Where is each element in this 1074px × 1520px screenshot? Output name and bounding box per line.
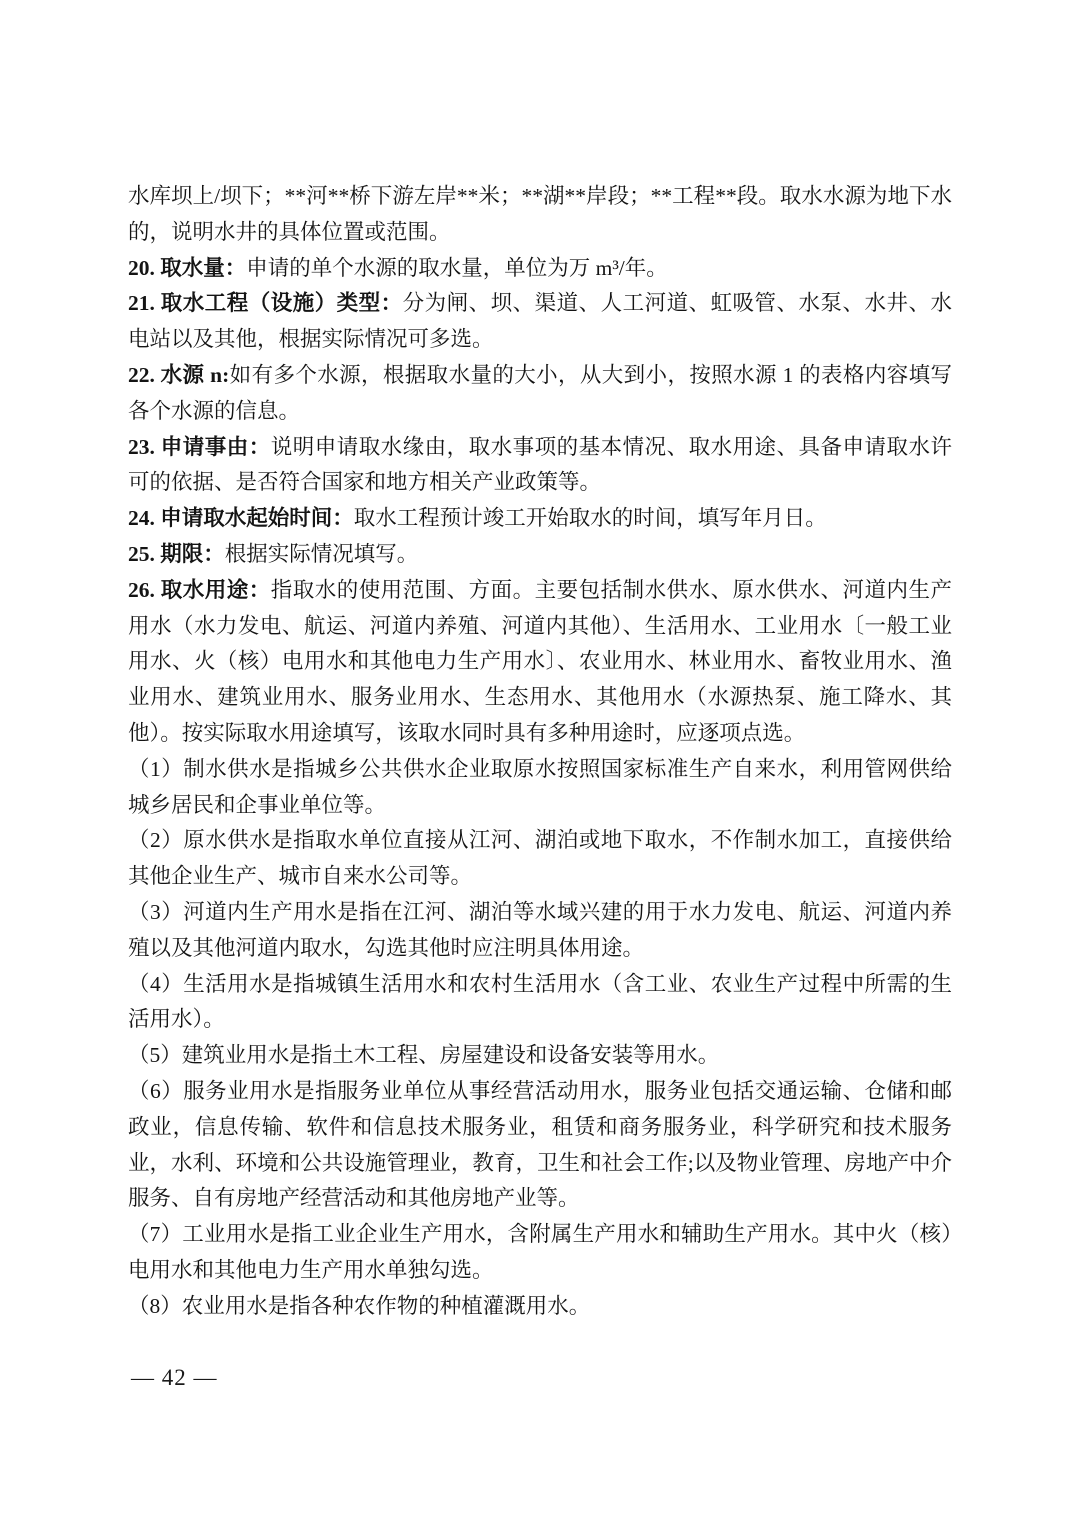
- paragraph-text: 申请的单个水源的取水量，单位为万 m³/年。: [246, 255, 668, 280]
- paragraph-text: （2）原水供水是指取水单位直接从江河、湖泊或地下取水，不作制水加工，直接供给其他企业生产、城市自来水公司等。: [128, 828, 952, 889]
- paragraph-text: （8）农业用水是指各种农作物的种植灌溉用水。: [128, 1293, 591, 1318]
- paragraph-label: 22. 水源 n:: [128, 362, 230, 387]
- paragraph-19-continuation: [128, 179, 952, 251]
- paragraph-text: 指取水的使用范围、方面。主要包括制水供水、原水供水、河道内生产用水（水力发电、航运、河道内养殖、河道内其他）、生活用水、工业用水〔一般工业用水、火（核）电用水和其他电力生产用水〕、农业用水、林业用水、畜牧业用水、渔业用水、建筑业用水、服务业用水、生态用水、其他用水（水源热泵、施工降水、其他）。按实际取水用途填写，该取水同时具有多种用途时，应逐项点选。: [128, 577, 952, 745]
- paragraph-item-25: [128, 537, 952, 573]
- paragraph-text: （1）制水供水是指城乡公共供水企业取原水按照国家标准生产自来水，利用管网供给城乡居民和企事业单位等。: [128, 756, 952, 817]
- paragraph-item-23: [128, 430, 952, 502]
- paragraph-item-21: [128, 286, 952, 358]
- paragraph-sub-1: [128, 752, 952, 824]
- paragraph-sub-7: [128, 1217, 952, 1289]
- paragraph-sub-2: [128, 823, 952, 895]
- paragraph-sub-8: [128, 1289, 952, 1325]
- paragraph-text: 根据实际情况填写。: [224, 541, 419, 566]
- paragraph-label: 21. 取水工程（设施）类型：: [128, 291, 403, 316]
- paragraph-item-24: [128, 501, 952, 537]
- paragraph-text: （6）服务业用水是指服务业单位从事经营活动用水，服务业包括交通运输、仓储和邮政业，信息传输、软件和信息技术服务业，租赁和商务服务业，科学研究和技术服务业，水利、环境和公共设施管理业，教育，卫生和社会工作;以及物业管理、房地产中介服务、自有房地产经营活动和其他房地产业等。: [128, 1078, 952, 1211]
- paragraph-text: 取水工程预计竣工开始取水的时间，填写年月日。: [353, 506, 827, 531]
- paragraph-label: 25. 期限：: [128, 541, 225, 566]
- paragraph-label: 24. 申请取水起始时间：: [128, 506, 354, 531]
- paragraph-text: 如有多个水源，根据取水量的大小，从大到小，按照水源 1 的表格内容填写各个水源的信息。: [128, 362, 952, 423]
- paragraph-text: （3）河道内生产用水是指在江河、湖泊等水域兴建的用于水力发电、航运、河道内养殖以及其他河道内取水，勾选其他时应注明具体用途。: [128, 899, 952, 960]
- paragraph-sub-3: [128, 895, 952, 967]
- paragraph-sub-5: [128, 1038, 952, 1074]
- paragraph-sub-6: [128, 1074, 952, 1217]
- paragraph-label: 23. 申请事由：: [128, 434, 271, 459]
- paragraph-text: （4）生活用水是指城镇生活用水和农村生活用水（含工业、农业生产过程中所需的生活用水）。: [128, 971, 952, 1032]
- document-body: [128, 179, 952, 1325]
- paragraph-label: 20. 取水量：: [128, 255, 247, 280]
- paragraph-text: 说明申请取水缘由，取水事项的基本情况、取水用途、具备申请取水许可的依据、是否符合国家和地方相关产业政策等。: [128, 434, 952, 495]
- page-number: — 42 —: [131, 1365, 218, 1390]
- paragraph-item-26: [128, 573, 952, 752]
- paragraph-item-22: [128, 358, 952, 430]
- paragraph-label: 26. 取水用途：: [128, 577, 271, 602]
- paragraph-text: （7）工业用水是指工业企业生产用水，含附属生产用水和辅助生产用水。其中火（核）电用水和其他电力生产用水单独勾选。: [128, 1222, 952, 1282]
- paragraph-text: 水库坝上/坝下；**河**桥下游左岸**米；**湖**岸段；**工程**段。取水水源为地下水的，说明水井的具体位置或范围。: [128, 184, 952, 244]
- paragraph-text: 分为闸、坝、渠道、人工河道、虹吸管、水泵、水井、水电站以及其他，根据实际情况可多选。: [128, 291, 952, 352]
- paragraph-sub-4: [128, 967, 952, 1039]
- paragraph-text: （5）建筑业用水是指土木工程、房屋建设和设备安装等用水。: [128, 1043, 720, 1068]
- paragraph-item-20: [128, 251, 952, 287]
